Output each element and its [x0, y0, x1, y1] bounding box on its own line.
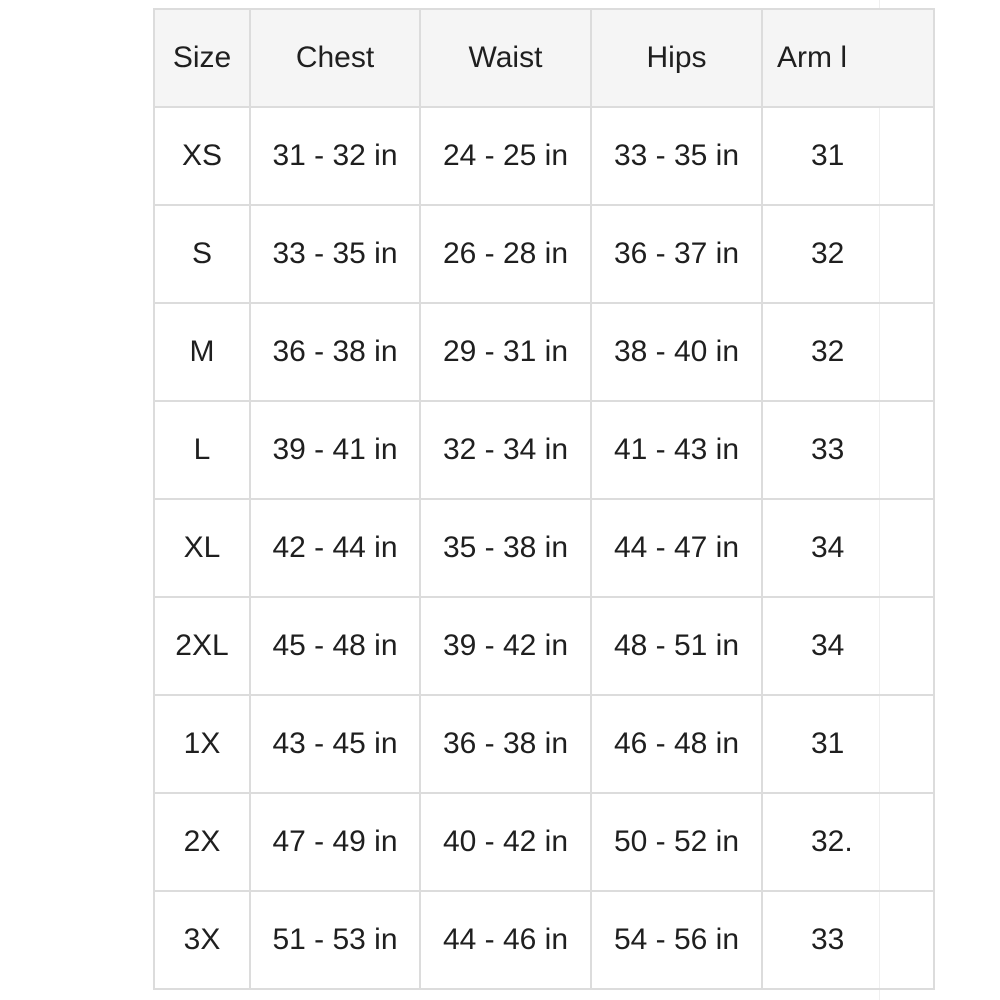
chest-cell: 47 - 49 in [250, 793, 420, 891]
header-waist: Waist [420, 9, 591, 107]
arm-length-cell: 31 [762, 107, 934, 205]
table-row [154, 401, 934, 499]
hips-cell: 38 - 40 in [591, 303, 762, 401]
table-row [154, 303, 934, 401]
size-chart-table [153, 8, 935, 990]
size-cell: L [154, 401, 250, 499]
chest-cell: 31 - 32 in [250, 107, 420, 205]
hips-cell: 44 - 47 in [591, 499, 762, 597]
hips-cell: 50 - 52 in [591, 793, 762, 891]
table-body [154, 107, 934, 989]
waist-cell: 44 - 46 in [420, 891, 591, 989]
arm-length-cell: 34 [762, 597, 934, 695]
arm-length-cell: 32 [762, 205, 934, 303]
arm-length-cell: 34 [762, 499, 934, 597]
table-row [154, 695, 934, 793]
arm-length-cell: 32. [762, 793, 934, 891]
chest-cell: 36 - 38 in [250, 303, 420, 401]
header-hips: Hips [591, 9, 762, 107]
waist-cell: 24 - 25 in [420, 107, 591, 205]
table-row [154, 793, 934, 891]
table-row [154, 891, 934, 989]
arm-length-cell: 31 [762, 695, 934, 793]
waist-cell: 36 - 38 in [420, 695, 591, 793]
size-cell: 1X [154, 695, 250, 793]
size-cell: 2XL [154, 597, 250, 695]
size-cell: S [154, 205, 250, 303]
size-cell: M [154, 303, 250, 401]
chest-cell: 33 - 35 in [250, 205, 420, 303]
hips-cell: 54 - 56 in [591, 891, 762, 989]
chest-cell: 39 - 41 in [250, 401, 420, 499]
table-header [154, 9, 934, 107]
size-cell: XS [154, 107, 250, 205]
table-row [154, 597, 934, 695]
header-arm-length: Arm l [762, 9, 934, 107]
waist-cell: 26 - 28 in [420, 205, 591, 303]
header-chest: Chest [250, 9, 420, 107]
chest-cell: 51 - 53 in [250, 891, 420, 989]
waist-cell: 39 - 42 in [420, 597, 591, 695]
arm-length-cell: 33 [762, 401, 934, 499]
size-chart-viewport[interactable] [153, 8, 853, 996]
chest-cell: 43 - 45 in [250, 695, 420, 793]
arm-length-cell: 32 [762, 303, 934, 401]
waist-cell: 32 - 34 in [420, 401, 591, 499]
chest-cell: 45 - 48 in [250, 597, 420, 695]
table-row [154, 499, 934, 597]
waist-cell: 35 - 38 in [420, 499, 591, 597]
table-row [154, 205, 934, 303]
hips-cell: 36 - 37 in [591, 205, 762, 303]
hips-cell: 33 - 35 in [591, 107, 762, 205]
header-size: Size [154, 9, 250, 107]
arm-length-cell: 33 [762, 891, 934, 989]
waist-cell: 40 - 42 in [420, 793, 591, 891]
hips-cell: 46 - 48 in [591, 695, 762, 793]
hips-cell: 41 - 43 in [591, 401, 762, 499]
table-row [154, 107, 934, 205]
hips-cell: 48 - 51 in [591, 597, 762, 695]
size-cell: 2X [154, 793, 250, 891]
waist-cell: 29 - 31 in [420, 303, 591, 401]
size-cell: XL [154, 499, 250, 597]
size-cell: 3X [154, 891, 250, 989]
chest-cell: 42 - 44 in [250, 499, 420, 597]
header-row [154, 9, 934, 107]
